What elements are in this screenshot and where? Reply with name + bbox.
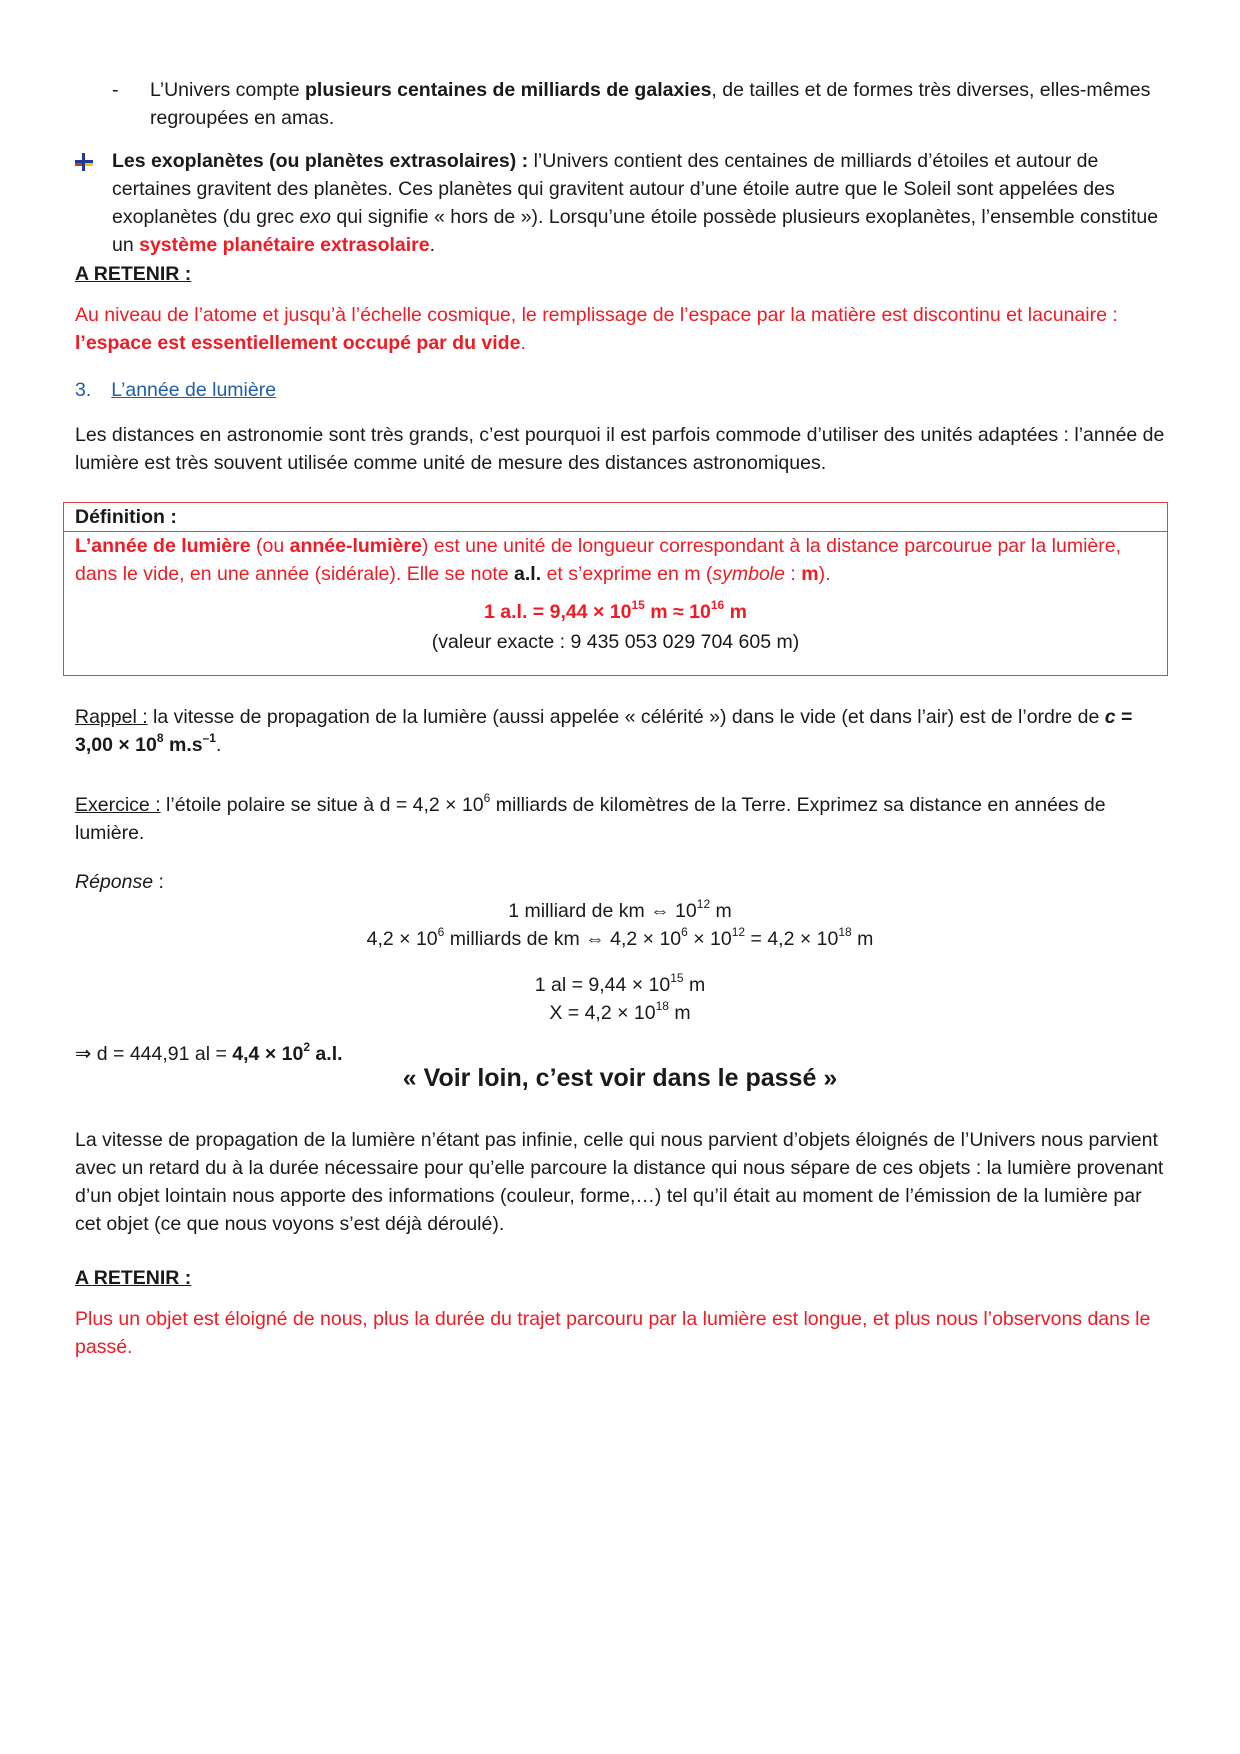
- dash-bullet: -: [112, 79, 119, 101]
- definition-box: [63, 502, 1168, 676]
- definition-header: Définition :: [64, 503, 1167, 532]
- retain-heading-1: A RETENIR :: [75, 263, 192, 285]
- retain-text-1: Au niveau de l’atome et jusqu’à l’échelle cosmique, le remplissage de l’espace par la matière est discontinu et lacunaire : l’espace est essentiellement occupé par du vide.: [75, 304, 1118, 354]
- answer-label: Réponse :: [75, 871, 164, 893]
- plus-bullet-icon: [75, 153, 93, 171]
- exoplanets-paragraph: Les exoplanètes (ou planètes extrasolaires) : l’Univers contient des centaines de milliards d’étoiles et autour de certaines gravitent des planètes. Ces planètes qui gravitent autour d’une étoile autre que le Soleil sont appelées des exoplanètes (du grec exo qui signifie « hors de »). Lorsqu’une étoile possède plusieurs exoplanètes, l’ensemble constitue un système planétaire extrasolaire.: [112, 150, 1159, 256]
- exercise-paragraph: Exercice : l’étoile polaire se situe à $d = 4,2 \times 10^6$ milliards de kilomètres de la Terre. Exprimez sa distance en années de lumière.: [75, 791, 1106, 844]
- definition-text: L’année de lumière (ou année-lumière) est une unité de longueur correspondant à la distance parcourue par la lumière, dans le vide, en une année (sidérale). Elle se note a.l. et s’exprime en m (symbole : m).: [75, 535, 1122, 585]
- answer-result: ⇒ d = 444,91 al = $4,4 \times 10^2$ a.l.: [75, 1040, 343, 1065]
- intro-paragraph: Les distances en astronomie sont très grands, c’est pourquoi il est parfois commode d’utiliser des unités adaptées : l’année de lumière est très souvent utilisée comme unité de mesure des distances astronomiques.: [75, 424, 1165, 474]
- retain-heading-2: A RETENIR :: [75, 1267, 192, 1289]
- definition-formula: 1 a.l. = $9,44 \times 10^{15}$ $m \approx 10^{16}$ m: [484, 598, 747, 623]
- section-heading-light-year: 3. L’année de lumière: [75, 379, 277, 401]
- answer-line-1: 1 milliard de km ⇔ $10^{12}$ m: [508, 897, 732, 922]
- answer-line-4: $X = 4,2 \times 10^{18}$ m: [549, 999, 691, 1024]
- retain-text-2: Plus un objet est éloigné de nous, plus la durée du trajet parcouru par la lumière est longue, et plus nous l’observons dans le passé.: [75, 1308, 1151, 1358]
- quote-title: « Voir loin, c’est voir dans le passé »: [402, 1064, 838, 1092]
- answer-line-3: 1 al = $9,44 \times 10^{15}$ m: [534, 971, 706, 996]
- definition-exact-value: (valeur exacte : 9 435 053 029 704 605 m): [431, 631, 800, 653]
- galaxies-paragraph: L’Univers compte plusieurs centaines de milliards de galaxies, de tailles et de formes très diverses, elles-mêmes regroupées en amas.: [150, 79, 1151, 129]
- past-paragraph: La vitesse de propagation de la lumière n’étant pas infinie, celle qui nous parvient d’objets éloignés de l’Univers nous parvient avec un retard du à la durée nécessaire pour qu’elle parcoure la distance qui nous sépare de ces objets : la lumière provenant d’un objet lointain nous apporte des informations (couleur, forme,…) tel qu’il était au moment de l’émission de la lumière par cet objet (ce que nous voyons s’est déjà déroulé).: [75, 1129, 1164, 1235]
- answer-line-2: $4,2 \times 10^6$ milliards de km ⇔ $4,2 \times 10^6 \times 10^{12} = 4,2 \times 10^{18}$ m: [366, 925, 874, 950]
- rappel-paragraph: Rappel : la vitesse de propagation de la lumière (aussi appelée « célérité ») dans le vide (et dans l’air) est de l’ordre de $c = 3,00 \times 10^8$ $m.s^{-1}$.: [75, 706, 1133, 756]
